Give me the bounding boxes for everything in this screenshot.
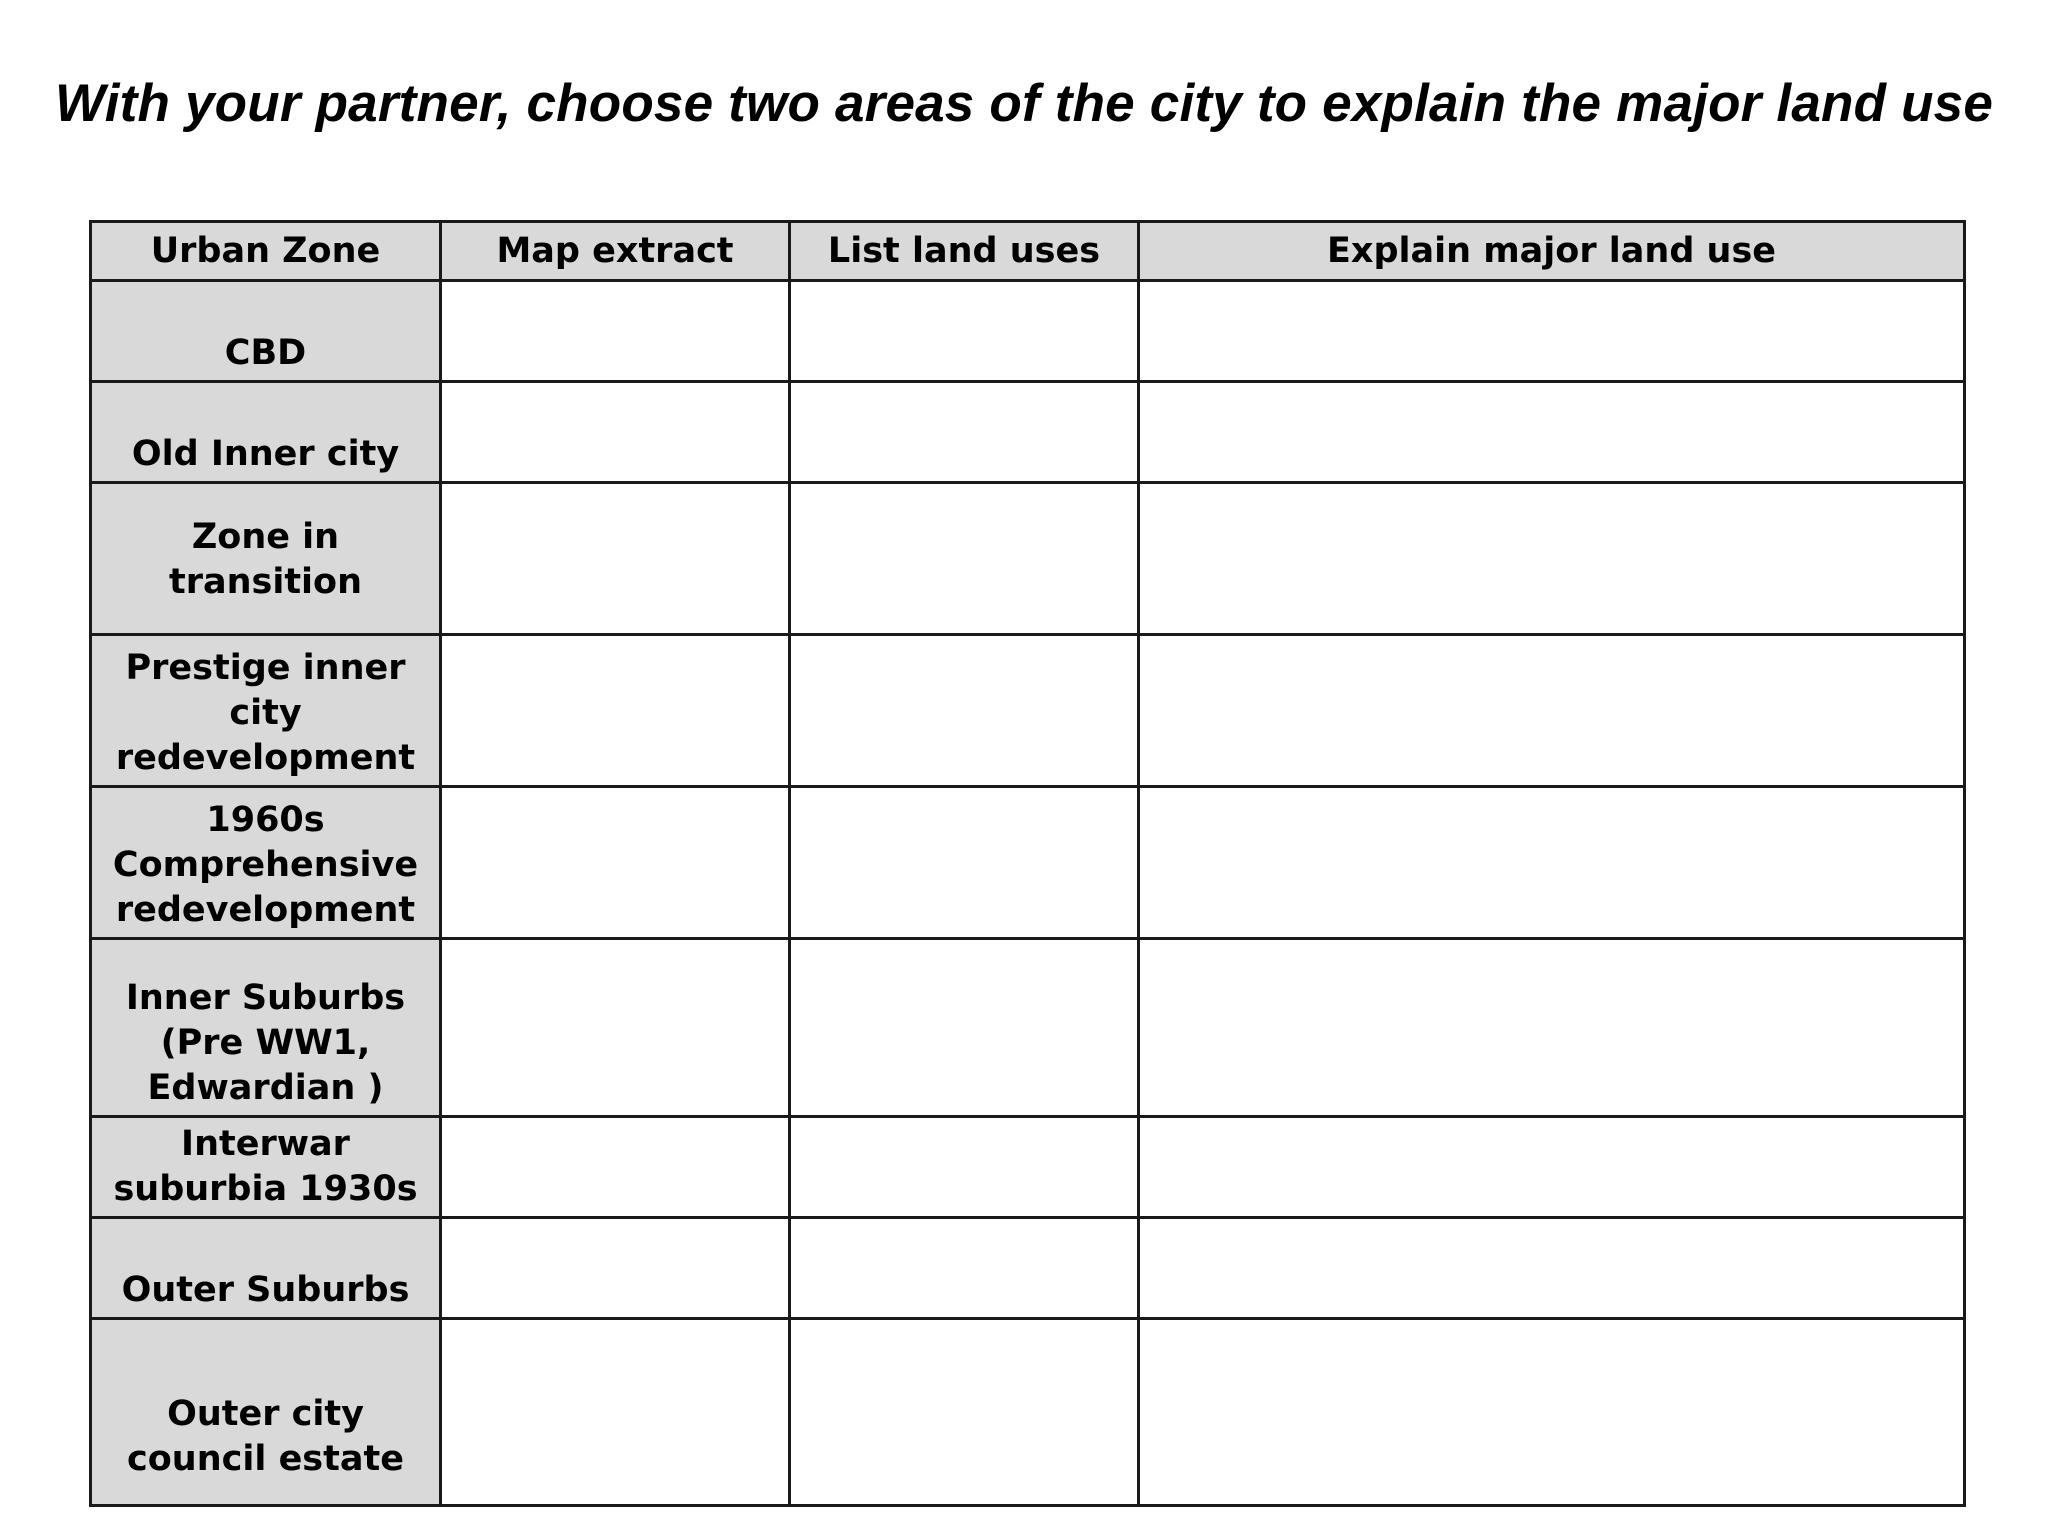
zone-cell: Outer city council estate xyxy=(91,1319,441,1506)
map-extract-cell[interactable] xyxy=(441,635,790,787)
zone-cell: Prestige inner city redevelopment xyxy=(91,635,441,787)
land-uses-cell[interactable] xyxy=(790,1218,1139,1319)
explanation-cell[interactable] xyxy=(1139,635,1965,787)
land-uses-cell[interactable] xyxy=(790,787,1139,939)
explanation-cell[interactable] xyxy=(1139,1117,1965,1218)
zone-cell: Interwar suburbia 1930s xyxy=(91,1117,441,1218)
zone-cell: 1960s Comprehensive redevelopment xyxy=(91,787,441,939)
zone-cell: CBD xyxy=(91,281,441,382)
zone-cell: Zone in transition xyxy=(91,483,441,635)
table-header-row xyxy=(91,222,1965,281)
header-list-land-uses: List land uses xyxy=(790,222,1139,281)
land-use-table xyxy=(89,220,1966,1507)
map-extract-cell[interactable] xyxy=(441,281,790,382)
map-extract-cell[interactable] xyxy=(441,1319,790,1506)
explanation-cell[interactable] xyxy=(1139,1319,1965,1506)
worksheet-title: With your partner, choose two areas of the city to explain the major land use xyxy=(54,74,1994,133)
table-row xyxy=(91,787,1965,939)
land-uses-cell[interactable] xyxy=(790,382,1139,483)
land-uses-cell[interactable] xyxy=(790,483,1139,635)
map-extract-cell[interactable] xyxy=(441,939,790,1117)
zone-cell: Inner Suburbs (Pre WW1, Edwardian ) xyxy=(91,939,441,1117)
table-row xyxy=(91,1319,1965,1506)
map-extract-cell[interactable] xyxy=(441,1117,790,1218)
table-row xyxy=(91,281,1965,382)
header-map-extract: Map extract xyxy=(441,222,790,281)
land-uses-cell[interactable] xyxy=(790,635,1139,787)
header-explain-major-land-use: Explain major land use xyxy=(1139,222,1965,281)
explanation-cell[interactable] xyxy=(1139,382,1965,483)
table-row xyxy=(91,939,1965,1117)
table-row xyxy=(91,1218,1965,1319)
explanation-cell[interactable] xyxy=(1139,1218,1965,1319)
table-row xyxy=(91,1117,1965,1218)
map-extract-cell[interactable] xyxy=(441,787,790,939)
zone-cell: Outer Suburbs xyxy=(91,1218,441,1319)
explanation-cell[interactable] xyxy=(1139,281,1965,382)
zone-cell: Old Inner city xyxy=(91,382,441,483)
land-uses-cell[interactable] xyxy=(790,1319,1139,1506)
table-row xyxy=(91,382,1965,483)
map-extract-cell[interactable] xyxy=(441,1218,790,1319)
land-uses-cell[interactable] xyxy=(790,1117,1139,1218)
map-extract-cell[interactable] xyxy=(441,483,790,635)
table-row xyxy=(91,635,1965,787)
land-uses-cell[interactable] xyxy=(790,281,1139,382)
header-urban-zone: Urban Zone xyxy=(91,222,441,281)
table-row xyxy=(91,483,1965,635)
map-extract-cell[interactable] xyxy=(441,382,790,483)
explanation-cell[interactable] xyxy=(1139,939,1965,1117)
explanation-cell[interactable] xyxy=(1139,787,1965,939)
explanation-cell[interactable] xyxy=(1139,483,1965,635)
land-uses-cell[interactable] xyxy=(790,939,1139,1117)
